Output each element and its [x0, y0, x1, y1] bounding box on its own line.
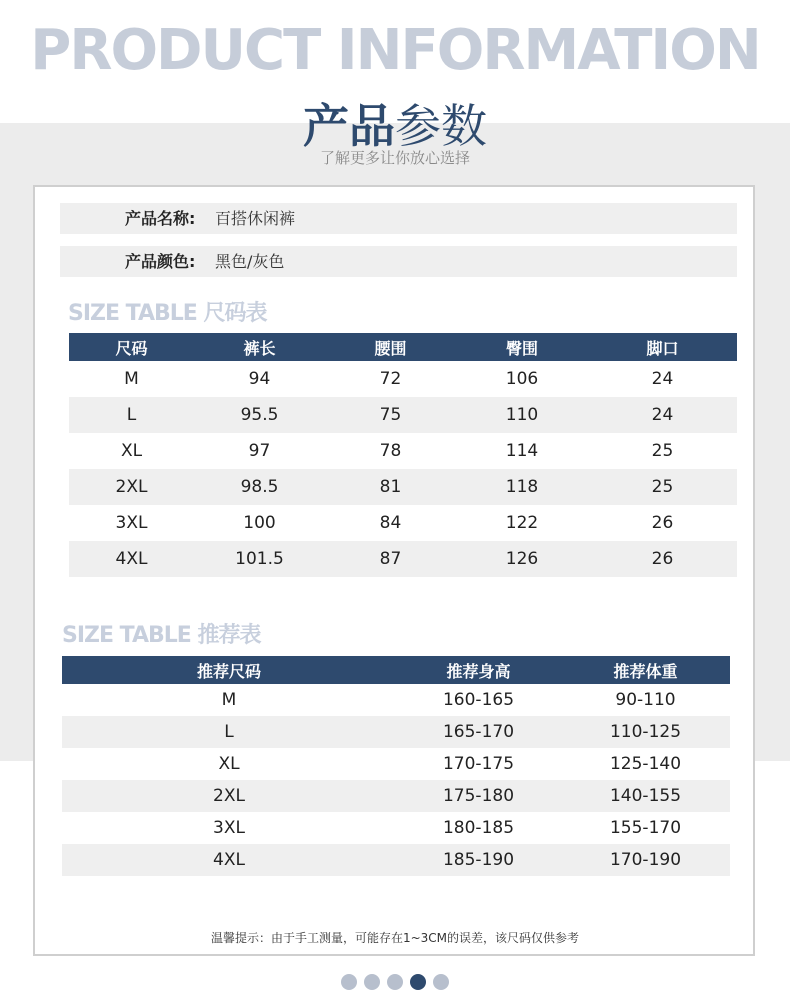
recommend-table-cell: 170-175	[442, 754, 515, 774]
size-table-cell: 26	[651, 513, 674, 533]
table-row	[69, 505, 737, 541]
recommend-table-cell: 180-185	[442, 818, 515, 838]
size-table-cell: 84	[379, 513, 402, 533]
size-table-cell: 114	[505, 441, 539, 461]
size-table-cell: 25	[651, 441, 674, 461]
table-row	[69, 469, 737, 505]
size-table-header-cell: 臀围	[456, 333, 588, 361]
english-title: PRODUCT INFORMATION	[30, 18, 760, 83]
size-table-cell: 87	[325, 541, 456, 577]
product-name-label: 产品名称:	[125, 209, 196, 228]
table-row	[69, 433, 737, 469]
recommend-table-header-cell: 推荐体重	[561, 656, 730, 684]
size-table-cell: M	[124, 369, 139, 389]
recommend-table-header-cell: 推荐尺码	[62, 656, 396, 684]
size-table-cell: L	[69, 397, 194, 433]
product-color-row	[60, 246, 737, 277]
size-table-cell: 126	[456, 541, 588, 577]
recommend-table-cell: 160-165	[442, 690, 515, 710]
size-table-cell: 110	[456, 397, 588, 433]
product-color-value: 黑色/灰色	[215, 252, 285, 271]
size-table	[69, 333, 737, 577]
size-table-cell: 101.5	[194, 541, 325, 577]
recommend-table-cell: 90-110	[615, 690, 676, 710]
size-table-cell: 94	[248, 369, 271, 389]
recommend-table-cell: M	[221, 690, 237, 710]
table-row	[69, 361, 737, 397]
size-table-cell: 98.5	[194, 469, 325, 505]
recommend-table-cell: XL	[218, 754, 240, 774]
recommend-table-cell: 4XL	[62, 844, 396, 876]
recommend-table-body	[62, 684, 730, 876]
recommend-table-cell: 2XL	[62, 780, 396, 812]
recommend-table-header-cell: 推荐身高	[396, 656, 561, 684]
recommend-table-cell: 170-190	[561, 844, 730, 876]
table-row	[62, 780, 730, 812]
measurement-note: 温馨提示：由于手工测量，可能存在1~3CM的误差，该尺码仅供参考	[210, 931, 580, 945]
table-row	[62, 844, 730, 876]
table-row	[69, 397, 737, 433]
size-table-cell: XL	[120, 441, 143, 461]
product-name-row	[60, 203, 737, 234]
recommend-table-cell: 155-170	[609, 818, 682, 838]
size-table-title: SIZE TABLE 尺码表	[68, 301, 267, 326]
size-table-body	[69, 361, 737, 577]
size-table-cell: 26	[588, 541, 737, 577]
title-light-part: 参数	[395, 99, 487, 153]
size-table-cell: 72	[379, 369, 402, 389]
size-table-cell: 78	[379, 441, 402, 461]
size-table-cell: 4XL	[69, 541, 194, 577]
size-table-header-cell: 腰围	[325, 333, 456, 361]
size-table-cell: 24	[651, 369, 674, 389]
size-table-cell: 75	[325, 397, 456, 433]
subtitle: 了解更多让你放心选择	[319, 149, 470, 167]
recommend-table-cell: 185-190	[396, 844, 561, 876]
table-row	[62, 812, 730, 844]
recommend-table-header-row	[62, 656, 730, 684]
recommend-table-cell: 140-155	[561, 780, 730, 812]
recommend-table-cell: 175-180	[396, 780, 561, 812]
table-row	[62, 748, 730, 780]
pagination-dot[interactable]	[364, 974, 380, 990]
recommend-table	[62, 656, 730, 876]
size-table-cell: 97	[248, 441, 271, 461]
size-table-header-row	[69, 333, 737, 361]
size-table-cell: 3XL	[115, 513, 148, 533]
table-row	[62, 684, 730, 716]
recommend-table-title: SIZE TABLE 推荐表	[62, 623, 261, 648]
recommend-table-cell: 3XL	[213, 818, 245, 838]
pagination-dot[interactable]	[341, 974, 357, 990]
pagination-dot[interactable]	[433, 974, 449, 990]
recommend-table-cell: 165-170	[396, 716, 561, 748]
size-table-header-cell: 脚口	[588, 333, 737, 361]
pagination-dot[interactable]	[387, 974, 403, 990]
pagination-dot[interactable]	[410, 974, 426, 990]
product-name-value: 百搭休闲裤	[215, 209, 296, 228]
recommend-table-cell: L	[62, 716, 396, 748]
recommend-table-cell: 110-125	[561, 716, 730, 748]
size-table-cell: 122	[505, 513, 539, 533]
size-table-cell: 100	[243, 513, 276, 533]
size-table-cell: 2XL	[69, 469, 194, 505]
size-table-cell: 81	[325, 469, 456, 505]
size-table-cell: 95.5	[194, 397, 325, 433]
size-table-header-cell: 裤长	[194, 333, 325, 361]
title-bold-part: 产品	[303, 99, 395, 153]
size-table-cell: 106	[505, 369, 539, 389]
table-row	[69, 541, 737, 577]
recommend-table-cell: 125-140	[609, 754, 682, 774]
table-row	[62, 716, 730, 748]
size-table-cell: 24	[588, 397, 737, 433]
product-color-label: 产品颜色:	[125, 252, 196, 271]
size-table-cell: 118	[456, 469, 588, 505]
size-table-cell: 25	[588, 469, 737, 505]
size-table-header-cell: 尺码	[69, 333, 194, 361]
pagination-dots	[0, 974, 790, 990]
